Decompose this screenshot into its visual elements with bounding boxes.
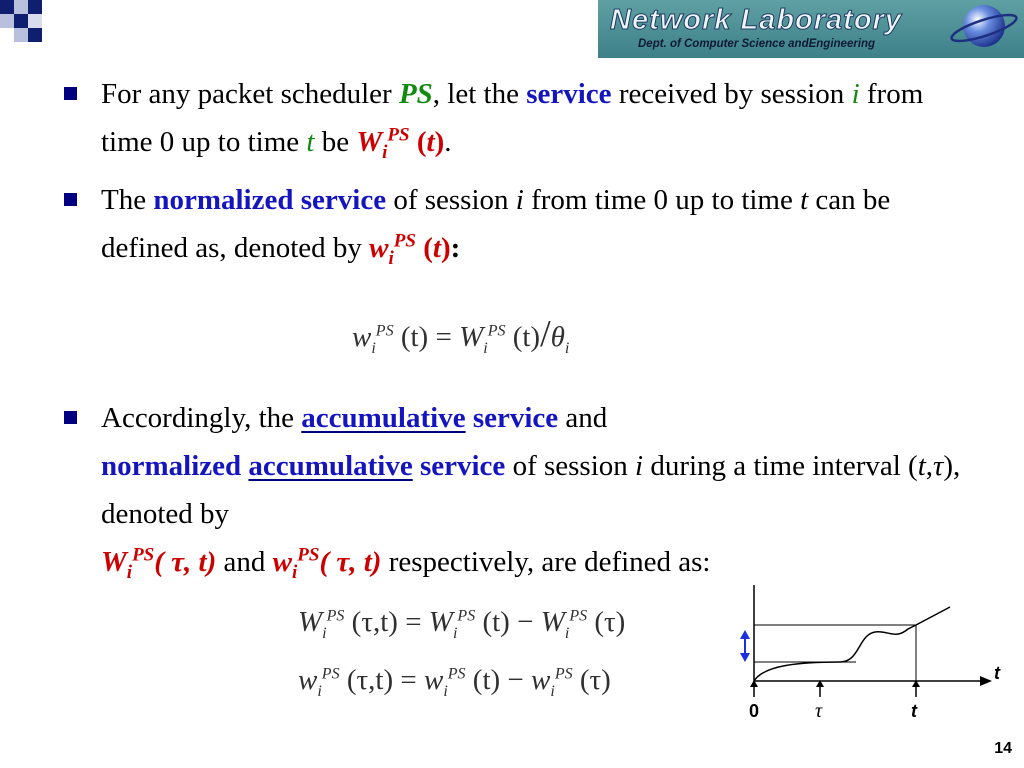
tick-label-0: 0	[749, 701, 760, 721]
axis-label-t: t	[994, 663, 1000, 683]
banner-subtitle: Dept. of Computer Science andEngineering	[638, 38, 876, 50]
x-axis-arrowhead	[980, 676, 992, 686]
bullet-text: For any packet scheduler PS, let the service received by session i from time 0 up to time t be $W_i^{PS}$ (t).	[101, 78, 924, 163]
normalized-accumulative-formula: $w_i^{PS}$ $(\tau,t) = w_i^{PS}$ $(t) - w_i^{PS}$ (τ)	[298, 664, 611, 700]
bullet-text: Accordingly, the accumulative service and normalized accumulative service of session i during a time interval (t,τ), denoted by $W_i^{PS}$( τ, t) and $w_i^{PS}$( τ, t) respectively, are defined as:	[101, 402, 961, 583]
planet-logo-icon	[950, 0, 1022, 58]
bullet-normalized-service	[62, 176, 962, 272]
bullet-marker	[64, 87, 77, 100]
network-lab-banner	[598, 0, 1024, 58]
corner-decoration	[0, 0, 60, 50]
tick-label-t: t	[911, 701, 917, 721]
bullet-packet-scheduler	[62, 70, 962, 166]
bullet-accumulative-service	[62, 394, 962, 586]
bullet-text: The normalized service of session i from time 0 up to time t can be defined as, denoted by $w_i^{PS}$ (t):	[101, 184, 891, 269]
accumulative-service-formula: $W_i^{PS}$ $(\tau,t) = W_i^{PS}$ $(t) - W_i^{PS}$ (τ)	[298, 606, 626, 642]
page-number: 14	[994, 740, 1012, 757]
bullet-marker	[64, 411, 77, 424]
service-curve-diagram	[730, 585, 1020, 730]
tick-label-tau: τ	[815, 700, 823, 722]
service-curve	[754, 607, 950, 681]
normalized-service-formula: $w_i^{PS}$ $(t) = W_i^{PS}$ $(t)/\theta_i$	[352, 313, 570, 357]
banner-title: Network Laboratory	[610, 4, 902, 36]
bullet-marker	[64, 193, 77, 206]
